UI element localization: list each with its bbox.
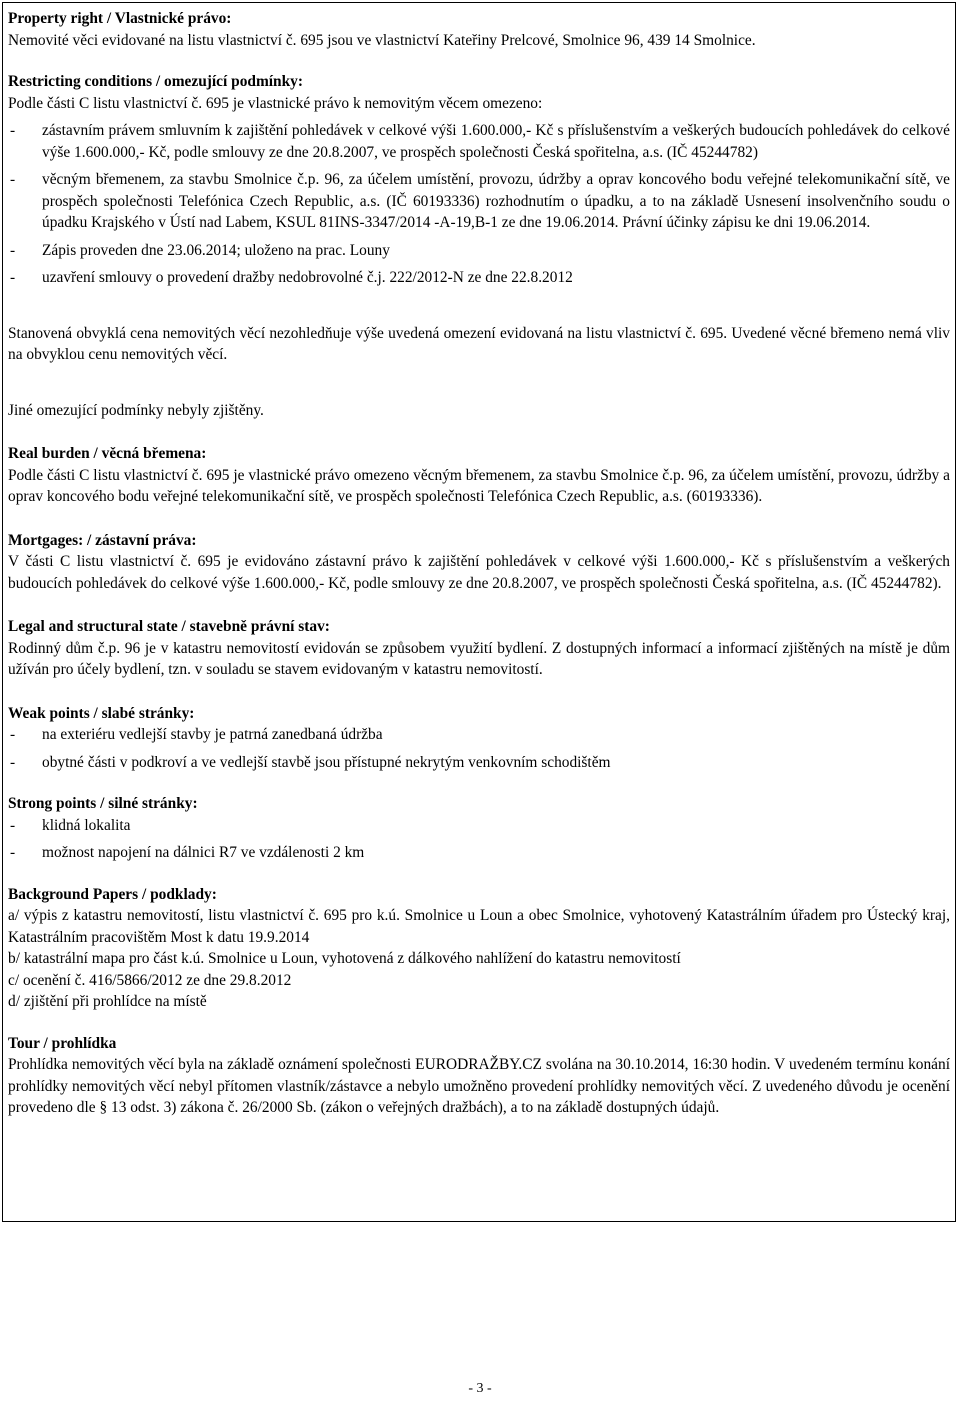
heading-legal: Legal and structural state / stavebně právní stav: [8, 618, 330, 635]
real-burden-text: Podle části C listu vlastnictví č. 695 je vlastnické právo omezeno věcným břemenem, za stavbu Smolnice č.p. 96, za účelem umístění, provozu, údržby a oprav koncového bodu veřejné telekomunikační sítě, ve prospěch společnosti Telefónica Czech Republic, a.s. (60193336). [8, 466, 950, 505]
heading-real-burden: Real burden / věcná břemena: [8, 445, 207, 462]
list-dash: - [10, 726, 16, 743]
section-tour [8, 1033, 950, 1119]
restricting-item-3: Zápis proveden dne 23.06.2014; uloženo na prac. Louny [42, 241, 390, 259]
section-property-right [8, 8, 950, 51]
heading-weak-points: Weak points / slabé stránky: [8, 704, 195, 722]
list-item [8, 724, 950, 746]
background-line-b: b/ katastrální mapa pro část k.ú. Smolnice u Loun, vyhotovená z dálkového nahlížení do katastru nemovitostí [8, 950, 681, 967]
property-right-text: Nemovité věci evidované na listu vlastnictví č. 695 jsou ve vlastnictví Kateřiny Prelcové, Smolnice 96, 439 14 Smolnice. [8, 31, 756, 49]
heading-mortgages: Mortgages: / zástavní práva: [8, 531, 197, 549]
section-real-burden [8, 443, 950, 508]
restricting-item-4: uzavření smlouvy o provedení dražby nedobrovolné č.j. 222/2012-N ze dne 22.8.2012 [42, 269, 573, 286]
list-item [8, 815, 950, 837]
heading-tour: Tour / prohlídka [8, 1034, 117, 1052]
heading-property-right: Property right / Vlastnické právo: [8, 10, 232, 27]
list-dash: - [10, 122, 16, 139]
background-line-a: a/ výpis z katastru nemovitostí, listu vlastnictví č. 695 pro k.ú. Smolnice u Loun a obec Smolnice, vyhotovený Katastrálním úřadem pro Ústecký kraj, Katastrálním pracovištěm Most k datu 19.9.2014 [8, 907, 950, 946]
list-item [8, 240, 950, 262]
list-item [8, 120, 950, 163]
section-background-papers [8, 884, 950, 1013]
restricting-intro: Podle části C listu vlastnictví č. 695 je vlastnické právo k nemovitým věcem omezeno: [8, 94, 543, 112]
weak-item-1: na exteriéru vedlejší stavby je patrná zanedbaná údržba [42, 726, 383, 743]
tour-text: Prohlídka nemovitých věcí byla na základě oznámení společnosti EURODRAŽBY.CZ svolána na 30.10.2014, 16:30 hodin. V uvedeném termínu konání prohlídky nemovitých věcí nebyl přítomen vlastník/zástavce a nebylo umožněno provedení prohlídky nemovitých věcí. Z uvedeného důvodu je ocenění provedeno dle § 13 odst. 3) zákona č. 26/2000 Sb. (zákon o veřejných dražbách), a to na základě dostupných údajů. [8, 1056, 950, 1116]
background-line-c: c/ ocenění č. 416/5866/2012 ze dne 29.8.2012 [8, 971, 292, 989]
list-dash: - [10, 844, 16, 861]
heading-background-papers: Background Papers / podklady: [8, 885, 217, 903]
restricting-note: Stanovená obvyklá cena nemovitých věcí nezohledňuje výše uvedená omezení evidovaná na listu vlastnictví č. 695. Uvedené věcné břemeno nemá vliv na obvyklou cenu nemovitých věcí. [8, 324, 950, 363]
list-item [8, 267, 950, 289]
list-dash: - [10, 171, 16, 188]
list-item [8, 842, 950, 864]
restricting-item-2: věcným břemenem, za stavbu Smolnice č.p. 96, za účelem umístění, provozu, údržby a oprav koncového bodu veřejné telekomunikační sítě, ve prospěch společnosti Telefónica Czech Republic, a.s. (IČ 60193336) rozhodnutím o úpadku, a to na základě Usnesení insolvenčního soudu o úpadku Krajského v Ústí nad Labem, KSUL 81INS-3347/2014 -A-19,B-1 ze dne 19.06.2014. Právní účinky zápisu ke dni 19.06.2014. [42, 171, 950, 231]
section-mortgages [8, 530, 950, 595]
strong-item-2: možnost napojení na dálnici R7 ve vzdálenosti 2 km [42, 844, 365, 861]
heading-restricting: Restricting conditions / omezující podmínky: [8, 73, 303, 90]
list-dash: - [10, 241, 16, 259]
legal-text: Rodinný dům č.p. 96 je v katastru nemovitostí evidován se způsobem využití bydlení. Z dostupných informací a informací zjištěných na místě je dům užíván pro účely bydlení, tzn. v souladu se stavem evidovaným v katastru nemovitostí. [8, 639, 950, 678]
list-dash: - [10, 269, 16, 286]
heading-strong-points: Strong points / silné stránky: [8, 795, 198, 812]
weak-item-2: obytné části v podkroví a ve vedlejší stavbě jsou přístupné nekrytým venkovním schodištěm [42, 753, 611, 771]
document-body [8, 8, 950, 1119]
list-dash: - [10, 816, 16, 834]
list-item [8, 752, 950, 774]
page-number: - 3 - [468, 1381, 492, 1396]
list-dash: - [10, 753, 16, 771]
mortgages-text: V části C listu vlastnictví č. 695 je evidováno zástavní právo k zajištění pohledávek v celkové výši 1.600.000,- Kč s příslušenstvím a veškerých budoucích pohledávek do celkové výše 1.600.000,- Kč, podle smlouvy ze dne 20.8.2007, ve prospěch společnosti Česká spořitelna, a.s. (IČ 45244782). [8, 553, 950, 592]
restricting-other: Jiné omezující podmínky nebyly zjištěny. [8, 401, 264, 419]
section-restricting [8, 71, 950, 421]
restricting-item-1: zástavním právem smluvním k zajištění pohledávek v celkové výši 1.600.000,- Kč s příslušenstvím a veškerých budoucích pohledávek do celkové výše 1.600.000,- Kč, podle smlouvy ze dne 20.8.2007, ve prospěch společnosti Česká spořitelna, a.s. (IČ 45244782) [42, 122, 950, 161]
section-legal [8, 616, 950, 681]
background-line-d: d/ zjištění při prohlídce na místě [8, 993, 207, 1010]
strong-item-1: klidná lokalita [42, 816, 131, 834]
list-item [8, 169, 950, 234]
section-strong-points [8, 793, 950, 864]
section-weak-points [8, 703, 950, 774]
